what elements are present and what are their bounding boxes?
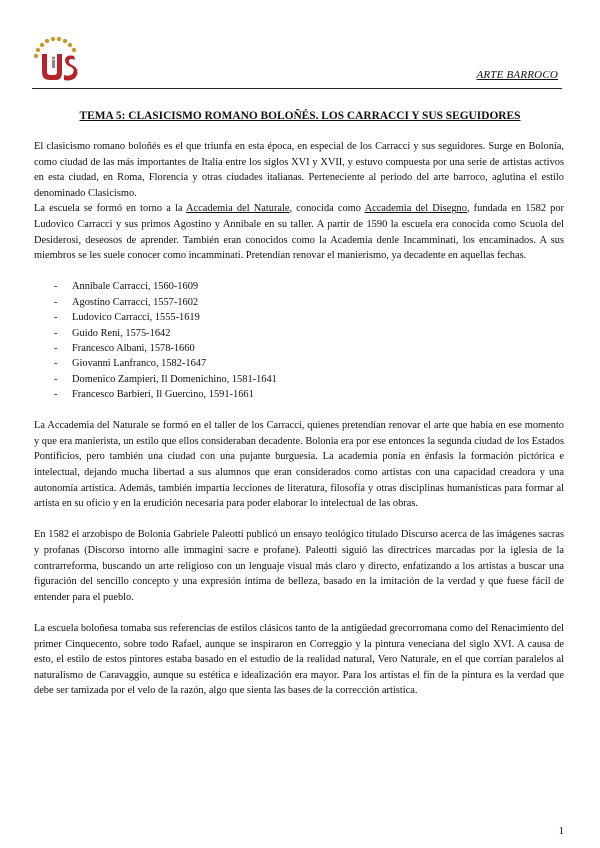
- paragraph-school-text-1: La escuela se formó en torno a la: [34, 203, 187, 215]
- list-item: - Ludovico Carracci, 1555-1619: [54, 310, 564, 325]
- paragraph-school-text-3: , fundada en 1582 por Ludovico Carracci y sus primos Agostino y Annibale en su taller. A partir de 1590 la escuela era conocida como Scuola del Desiderosi, deseosos de aprender. También eran conocidos como la Academia denle Incamminati, los encaminados. A sus miembros se les suele conocer como incamminati. Pretendían renovar el manierismo, ya decadente en aquellas fechas.: [34, 203, 565, 262]
- paragraph-academy: La Accademia del Naturale se formó en el taller de los Carracci, quienes pretendían renovar el arte que había en ese momento y que era manierista, un estilo que ellos consideraban decadente. Bolonia era por ese entonces la segunda ciudad de los Estados Pontificios, pero también una ciudad con una pujante burguesía. La academia ponía en énfasis la formación pictórica e intelectual, dejando mucha libertad a sus alumnos que eran considerados como artistas con una capacidad creadora y una autonomía artística. Además, también impartía lecciones de literatura, filosofía y otras disciplinas humanísticas para formar al artista en su oficio y en la erudición necesaria para poder elaborar lo intelectual de las obras.: [34, 420, 564, 510]
- list-item: - Agostino Carracci, 1557-1602: [54, 295, 564, 310]
- list-item: - Giovanni Lanfranco, 1582-1647: [54, 356, 564, 371]
- artists-list: [34, 279, 564, 402]
- list-item: - Francesco Albani, 1578-1660: [54, 341, 564, 356]
- list-item: - Annibale Carracci, 1560-1609: [54, 279, 564, 294]
- list-item: - Francesco Barbieri, Il Guercino, 1591-1661: [54, 387, 564, 402]
- page-number: 1: [558, 825, 564, 837]
- list-item: - Domenico Zampieri, Il Domenichino, 1581-1641: [54, 372, 564, 387]
- university-seal-icon: [28, 30, 84, 86]
- paragraph-school: [34, 201, 564, 263]
- paragraph-school-text-2: , conocida como: [289, 203, 365, 215]
- accademia-disegno-link[interactable]: Accademia del Disegno: [364, 203, 467, 215]
- paragraph-paleotti: En 1582 el arzobispo de Bolonia Gabriele Paleotti publicó un ensayo teológico titulado Discurso acerca de las imágenes sacras y profanas (Discorso intorno alle immagini sacre e profane). Paleotti siguió las directrices marcadas por la iglesia de la contrarreforma, buscando un arte religioso con un lenguaje visual más claro y directo, enfatizando a los artistas a buscar una figuración del sencillo concepto y una expresión íntima de belleza, basado en la imitación de la verdad y que fuese fácil de entender para el pueblo.: [34, 529, 564, 603]
- accademia-naturale-link[interactable]: Accademia del Naturale: [186, 203, 290, 215]
- university-logo: [28, 30, 84, 86]
- course-header-title: ARTE BARROCO: [476, 69, 558, 81]
- paragraph-intro: El clasicismo romano boloñés es el que triunfa en esta época, en especial de los Carracci y sus seguidores. Surge en Bolonia, como ciudad de las más importantes de Italia entre los siglos XVI y XVII, y estuvo compuesta por una serie de artistas activos en esta ciudad, en Roma, Florencia y otras ciudades italianas. Perteneciente al periodo del arte barroco, aglutina el estilo denominado Clasicismo.: [34, 141, 564, 199]
- topic-title: TEMA 5: CLASICISMO ROMANO BOLOÑÉS. LOS CARRACCI Y SUS SEGUIDORES: [79, 110, 521, 122]
- header-divider: [32, 88, 562, 89]
- paragraph-references: La escuela boloñesa tomaba sus referencias de estilos clásicos tanto de la antigüedad grecorromana como del Renacimiento del primer Cinquecento, sobre todo Rafael, aunque se inspiraron en Correggio y la pintura veneciana del siglo XVI. A causa de esto, el estilo de estos pintores estaba basado en el estudio de la realidad natural, Vero Naturale, en el que corrían paralelos al naturalismo de Caravaggio, aunque su estética e idealización era mayor. Para los artistas el fin de la pintura es la verdad que debe ser tamizada por el velo de la razón, algo que sienta las bases de la corrección artística.: [34, 622, 564, 697]
- list-item: - Guido Reni, 1575-1642: [54, 326, 564, 341]
- document-body: [34, 139, 564, 699]
